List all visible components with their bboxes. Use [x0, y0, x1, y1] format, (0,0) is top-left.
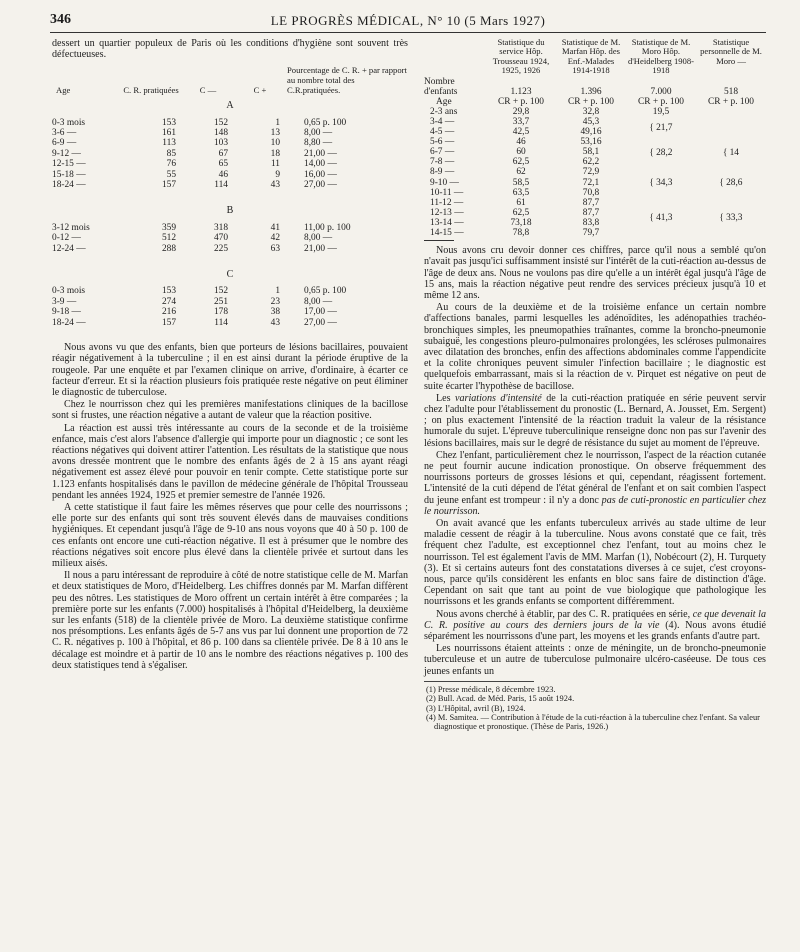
table-cell	[696, 167, 766, 197]
footnote: (3) L'Hôpital, avril (B), 1924.	[426, 703, 526, 713]
table-cell: 67	[218, 148, 228, 159]
table-cell: 178	[213, 307, 228, 318]
page-header	[50, 12, 766, 33]
table-header: Age	[56, 84, 71, 95]
table-cell: 12-15 —	[52, 159, 86, 170]
journal-title: LE PROGRÈS MÉDICAL, N° 10 (5 Mars 1927)	[270, 13, 546, 28]
table-cell: 14-15 —	[430, 228, 464, 239]
brace-icon: {	[649, 177, 657, 188]
table-body	[52, 97, 408, 328]
table-header-row	[424, 38, 766, 77]
table-cell: 76	[166, 159, 176, 170]
reaction-table-left	[52, 66, 408, 328]
footnote: (1) Presse médicale, 8 décembre 1923.	[426, 684, 556, 694]
table-cell: 72,9	[582, 167, 600, 178]
table-header: Statistique personnelle de M. Moro —	[700, 37, 762, 66]
table-row	[424, 137, 766, 147]
row-label: d'enfants	[424, 86, 458, 97]
table-cell: 27,00 —	[304, 180, 337, 191]
paragraph: La réaction est aussi très intéressante au cours de la seconde et de la troisième enfance, mais c'est alors l'absence d'allergie qui importe pour un diagnostic ; ce sont les réactions négatives qui doivent attirer l'attention. Les résultats de la statistique que nous avons dressée montrent que le nombre des enfants âgés de 2 à 15 ans ayant réagi négativement est assez élevé pour pouvoir en tenir compte. Cette statistique porte sur 1.123 enfants hospitalisés dans le pavillon de médecine générale de l'hôpital Trousseau pendant les années 1924, 1925 et premier semestre de l'année 1926.	[52, 422, 408, 501]
unit-label: CR + p. 100	[568, 96, 614, 107]
table-cell: 5-6 —	[430, 137, 455, 148]
table-cell: 113	[162, 138, 176, 149]
table-cell: 8-9 —	[430, 167, 455, 178]
table-cell-value: 28,2	[656, 147, 673, 158]
table-cell: 60	[516, 147, 526, 158]
table-body	[424, 77, 766, 239]
table-row	[52, 297, 408, 307]
table-cell: 62,5	[512, 157, 530, 168]
table-cell: 70,8	[582, 187, 600, 198]
table-cell: 1.396	[580, 86, 602, 97]
table-cell: 8,00 —	[304, 296, 333, 307]
table-cell: 29,8	[512, 106, 530, 117]
table-cell: 41	[270, 222, 280, 233]
table-cell: 18-24 —	[52, 317, 86, 328]
table-cell-value: 21,7	[656, 122, 673, 133]
table-cell-value: 34,3	[656, 178, 673, 189]
table-cell: 61	[516, 197, 526, 208]
table-cell: 3-4 —	[430, 117, 455, 127]
brace-icon: {	[649, 146, 657, 157]
table-cell: 83,8	[582, 217, 600, 228]
table-row	[424, 97, 766, 107]
table-cell: 11,00 p. 100	[304, 222, 351, 233]
paragraph: dessert un quartier populeux de Paris où les conditions d'hygiène sont souvent très défectueuses.	[52, 38, 408, 61]
table-cell: 42,5	[512, 127, 530, 138]
comparison-table	[424, 38, 766, 238]
table-cell: 0-3 mois	[52, 286, 86, 297]
table-cell: 1.123	[510, 86, 532, 97]
table-cell: 62,5	[512, 207, 530, 218]
text-run: Les	[436, 392, 451, 404]
brace-icon: {	[649, 212, 657, 223]
table-cell: 274	[161, 296, 176, 307]
table-cell: 21,00 —	[304, 243, 337, 254]
table-cell: 512	[161, 233, 176, 244]
table-row	[52, 128, 408, 138]
table-cell: 85	[166, 148, 176, 159]
table-cell: 46	[516, 137, 526, 148]
table-header: C. R. pratiquées	[123, 84, 179, 95]
footnote-divider	[424, 681, 534, 682]
divider	[424, 240, 454, 241]
table-header: C +	[253, 84, 267, 95]
table-cell: 23	[270, 296, 280, 307]
table-cell: 157	[161, 317, 176, 328]
brace-icon: {	[719, 177, 727, 188]
table-row	[424, 87, 766, 97]
table-cell	[626, 167, 696, 197]
table-cell: 470	[213, 233, 228, 244]
paragraph: Chez le nourrisson chez qui les premières manifestations cliniques de la bacillose sont si frustes, une réaction négative a autant de valeur que la réaction positive.	[52, 399, 408, 422]
table-cell: 216	[161, 307, 176, 318]
table-header: Statistique du service Hôp. Trousseau 1924, 1925, 1926	[492, 37, 550, 76]
table-cell: 0,65 p. 100	[304, 286, 347, 297]
table-cell: 32,8	[582, 106, 600, 117]
table-cell: 251	[213, 296, 228, 307]
unit-label: CR + p. 100	[708, 96, 754, 107]
row-label: Age	[436, 96, 452, 107]
table-cell: 1	[275, 286, 280, 297]
paragraph: Il nous a paru intéressant de reproduire à côté de notre statistique celle de M. Marfan et deux statistiques de Moro, d'Heidelberg. Les chiffres donnés par M. Marfan diffèrent peu des nôtres. Les statistiques de Moro offrent un certain intérêt à être comparées ; la première porte sur les enfants (7.000) hospitalisés à l'hôpital d'Heidelberg, la deuxième sur les enfants (518) de la clientèle privée de Moro. La deuxième statistique confirme nos présomptions. Les enfants âgés de 5-7 ans vus par lui donnent une proportion de 72 C. R. négatives p. 100 à l'hôpital, et 86 p. 100 dans sa clientèle privée. De 8 à 10 ans le décalage est moindre et à partir de 10 ans le nombre des réactions négatives p. 100 des deux statistiques tend à s'égaliser.	[52, 570, 408, 671]
table-cell: 18-24 —	[52, 180, 86, 191]
table-row	[52, 138, 408, 148]
table-cell: 3-12 mois	[52, 222, 90, 233]
table-cell: 8,00 —	[304, 128, 333, 138]
table-cell	[626, 117, 696, 137]
table-header: C —	[199, 84, 217, 95]
table-cell: 27,00 —	[304, 317, 337, 328]
brace-icon: {	[649, 121, 657, 132]
table-cell-value: 28,6	[726, 178, 743, 189]
table-cell: 3-6 —	[52, 128, 77, 138]
table-cell: 114	[214, 180, 228, 191]
table-cell: 12-24 —	[52, 243, 86, 254]
table-cell: 3-9 —	[52, 296, 77, 307]
table-row	[52, 149, 408, 159]
table-row	[52, 244, 408, 254]
italic-text: ce que devenait la C. R. positive au cours des derniers jours de la vie	[424, 608, 766, 631]
row-label: Nombre	[424, 76, 455, 87]
table-cell: 17,00 —	[304, 307, 337, 318]
table-row	[424, 107, 766, 117]
table-cell: 55	[166, 169, 176, 180]
table-cell: 16,00 —	[304, 169, 337, 180]
text-run: Nous avons cherché à établir, par des C. R. pratiquées en série,	[436, 608, 691, 620]
paragraph: Nous avons vu que des enfants, bien que porteurs de lésions bacillaires, pouvaient réagir négativement à la tuberculine ; il en est ainsi durant la période éruptive de la rougeole. Par une enquête et par l'examen clinique on arrive, d'ordinaire, à écarter ce facteur d'erreur. Et si la réaction plusieurs fois pratiquée reste négative on peut éliminer le diagnostic de tuberculose.	[52, 342, 408, 398]
table-row	[52, 159, 408, 169]
table-cell-value: 14	[729, 147, 739, 158]
table-cell: 359	[161, 222, 176, 233]
table-cell: 518	[723, 86, 739, 97]
table-header-row	[52, 66, 408, 97]
paragraph: A cette statistique il faut faire les mêmes réserves que pour celle des nourrissons ; elle porte sur des enfants qui sont très souvent élevés dans de mauvaises conditions hygiéniques. Et cependant jusqu'à l'âge de 9-10 ans nous voyons que 40 à 50 p. 100 de ces enfants ont encore une cuti-réaction négative. Il est à présumer que le nombre des réactions négatives soit encore plus élevé dans la clientèle privée et surtout dans les milieux aisés.	[52, 501, 408, 569]
table-cell: 2-3 ans	[430, 106, 458, 117]
unit-label: CR + p. 100	[498, 96, 544, 107]
table-row	[52, 307, 408, 317]
table-cell: 65	[218, 159, 228, 170]
footnote: (2) Bull. Acad. de Méd. Paris, 15 août 1924.	[426, 694, 575, 704]
table-cell: 46	[218, 169, 228, 180]
section-label: A	[226, 100, 234, 112]
table-cell: 18	[270, 148, 280, 159]
table-cell: 45,3	[582, 117, 600, 127]
table-cell: 10-11 —	[430, 187, 464, 198]
table-cell: 7.000	[650, 86, 672, 97]
footnote: (4) M. Samitea. — Contribution à l'étude de la cuti-réaction à la tuberculine chez l'enfant. Sa valeur diagnostique et pronostique. (Thèse de Paris, 1926.)	[426, 713, 760, 732]
table-cell: 6-7 —	[430, 147, 455, 158]
table-header: Statistique de M. Marfan Hôp. des Enf.-Malades 1914-1918	[561, 37, 621, 76]
table-cell: 15-18 —	[52, 169, 86, 180]
table-cell-value: 41,3	[656, 213, 673, 224]
table-cell: 63	[270, 243, 280, 254]
table-cell: 103	[213, 138, 228, 149]
paragraph: Nous avons cru devoir donner ces chiffres, parce qu'il nous a semblé qu'on n'avait pas jusqu'ici suffisamment insisté sur l'intérêt de la cuti-réaction au-dessus de l'âge de deux ans. Nous ne voulons pas dire qu'elle a un intérêt égal jusqu'à l'âge de 15 ans, mais la réaction négative peut rendre des services précieux jusqu'à 10 et même 12 ans.	[424, 245, 766, 301]
text-run: Chez l'enfant, particulièrement chez le nourrisson, l'aspect de la réaction cutanée ne peut fournir aucune indication pronostique. On observe fréquemment des nourrissons porteurs de grosses lésions et qui, cependant, réagissent fortement. L'intensité de la cuti dépend de l'état général de l'enfant et on sait combien l'aspect du jeune enfant est trompeur : il n'y a donc	[424, 449, 766, 506]
table-cell: 152	[213, 117, 228, 128]
page-number: 346	[50, 12, 71, 27]
table-cell: 73,18	[510, 217, 532, 228]
table-cell: 8,00 —	[304, 233, 333, 244]
table-row	[52, 180, 408, 190]
table-cell: 19,5	[652, 106, 670, 117]
table-cell: 9	[275, 169, 280, 180]
table-cell: 13	[270, 128, 280, 138]
table-cell: 79,7	[582, 228, 600, 239]
brace-icon: {	[719, 212, 727, 223]
table-cell: 0-3 mois	[52, 117, 86, 128]
table-cell: 87,7	[582, 197, 600, 208]
table-cell: 9-10 —	[430, 177, 459, 188]
table-row	[424, 117, 766, 127]
table-cell: 153	[161, 286, 176, 297]
table-cell: 72,1	[582, 177, 600, 188]
table-cell: 21,00 —	[304, 148, 337, 159]
table-cell: 7-8 —	[430, 157, 455, 168]
table-cell: 42	[270, 233, 280, 244]
table-cell: 161	[161, 128, 176, 138]
table-cell: 11	[270, 159, 280, 170]
table-cell: 62	[516, 167, 526, 178]
table-cell: 12-13 —	[430, 207, 464, 218]
table-header: Statistique de M. Moro Hôp. d'Heidelberg 1908-1918	[627, 37, 695, 76]
table-cell: 0,65 p. 100	[304, 117, 347, 128]
table-row	[424, 77, 766, 87]
table-cell: 148	[213, 128, 228, 138]
italic-text: pas de cuti-pronostic en particulier chez le nourrisson.	[424, 494, 767, 517]
table-cell: 9-12 —	[52, 148, 81, 159]
paragraph: On avait avancé que les enfants tuberculeux arrivés au stade ultime de leur maladie cessent de réagir à la tuberculine. Nous avons constaté que ce fait, très fréquent chez l'adulte, est exceptionnel chez l'enfant, tout au moins chez le nourrisson. Tel est également l'avis de MM. Marfan (1), Nobécourt (2), H. Turquety (3). Et si certains auteurs font des constatations diverses à ce sujet, c'est croyons-nous, parce qu'ils considèrent les enfants en bloc sans faire de distinction d'âge. Cependant on sait que tant au point de vue biologique que pathologique les nourrissons et les grands enfants se comportent différemment.	[424, 518, 766, 608]
table-row	[424, 127, 766, 137]
table-cell	[696, 198, 766, 238]
table-cell: 38	[270, 307, 280, 318]
text-run: de la cuti-réaction pratiquée en série peuvent servir chez l'adulte pour l'établissement du pronostic (L. Bernard, A. Jousset, Em. Sergent) ; on plus exactement l'intensité de la réaction traduit la valeur de la résistance humorale du sujet. L'épreuve tuberculinique renseigne donc non pas sur l'avenir des lésions bacillaires, mais sur le degré de résistance du sujet au moment de l'épreuve.	[424, 392, 766, 449]
table-cell: 1	[275, 117, 280, 128]
table-row	[52, 170, 408, 180]
table-cell: 288	[161, 243, 176, 254]
table-cell	[626, 198, 696, 238]
table-cell: 63,5	[512, 187, 530, 198]
table-row	[52, 233, 408, 243]
table-header: Pourcentage de C. R. + par rapport au nombre total des C.R.pratiquées.	[287, 65, 407, 95]
section-label: B	[226, 205, 234, 217]
table-row	[424, 167, 766, 177]
table-cell: 4-5 —	[430, 127, 455, 138]
table-cell: 87,7	[582, 207, 600, 218]
section-label: C	[226, 269, 234, 281]
paragraph	[424, 450, 766, 517]
table-cell: 49,16	[580, 127, 602, 138]
table-cell: 153	[161, 117, 176, 128]
table-cell: 114	[214, 317, 228, 328]
table-cell: 43	[270, 317, 280, 328]
paragraph: Les nourrissons étaient atteints : onze de méningite, un de broncho-pneumonie tuberculeuse et un autre de tuberculose pulmonaire ulcéro-caséeuse. De tous ces jeunes enfants un	[424, 643, 766, 677]
table-cell	[626, 137, 696, 167]
table-cell: 225	[213, 243, 228, 254]
table-cell: 157	[161, 180, 176, 191]
table-cell: 10	[270, 138, 280, 149]
table-cell: 8,80 —	[304, 138, 333, 149]
paragraph	[424, 609, 766, 643]
table-row	[424, 198, 766, 208]
table-cell: 43	[270, 180, 280, 191]
table-cell: 318	[213, 222, 228, 233]
table-cell-value: 33,3	[726, 213, 743, 224]
table-row	[52, 118, 408, 128]
table-cell: 33,7	[512, 117, 530, 127]
text-run: (4). Nous avons étudié séparément les nourrissons d'une part, les moyens et les grands enfants d'autre part.	[424, 619, 766, 643]
italic-text: variations d'intensité	[455, 392, 542, 404]
table-cell: 13-14 —	[430, 217, 464, 228]
table-row	[52, 286, 408, 296]
table-cell: 78,8	[512, 228, 530, 239]
table-cell: 9-18 —	[52, 307, 81, 318]
table-cell: 11-12 —	[430, 197, 464, 208]
table-cell: 58,1	[582, 147, 600, 158]
right-column	[424, 38, 766, 732]
table-row	[52, 223, 408, 233]
table-cell	[696, 137, 766, 167]
left-column	[52, 38, 408, 672]
table-cell: 58,5	[512, 177, 530, 188]
table-cell: 14,00 —	[304, 159, 337, 170]
table-cell: 152	[213, 286, 228, 297]
paragraph	[424, 393, 766, 449]
table-cell: 0-12 —	[52, 233, 81, 244]
table-row	[52, 318, 408, 328]
table-cell: 6-9 —	[52, 138, 77, 149]
brace-icon: {	[723, 146, 730, 157]
paragraph: Au cours de la deuxième et de la troisième enfance un certain nombre d'affections banales, parmi lesquelles les adénoïdites, les adénopathies trachéo-bronchiques simples, les pneumopathies traînantes, comme la broncho-pneumonie subaiguë, les congestions pleuro-pulmonaires prolongées, les scléroses pulmonaires avec dilatation des bronches, enfin des affections abdominales comme l'appendicite et la colite chroniques peuvent simuler l'infection bacillaire ; le diagnostic est quelquefois embarrassant, mais si la réaction de v. Pirquet est négative on peut de suite écarter l'hypothèse de bacillose.	[424, 302, 766, 392]
unit-label: CR + p. 100	[638, 96, 684, 107]
table-cell: 62,2	[582, 157, 600, 168]
table-cell: 53,16	[580, 137, 602, 148]
